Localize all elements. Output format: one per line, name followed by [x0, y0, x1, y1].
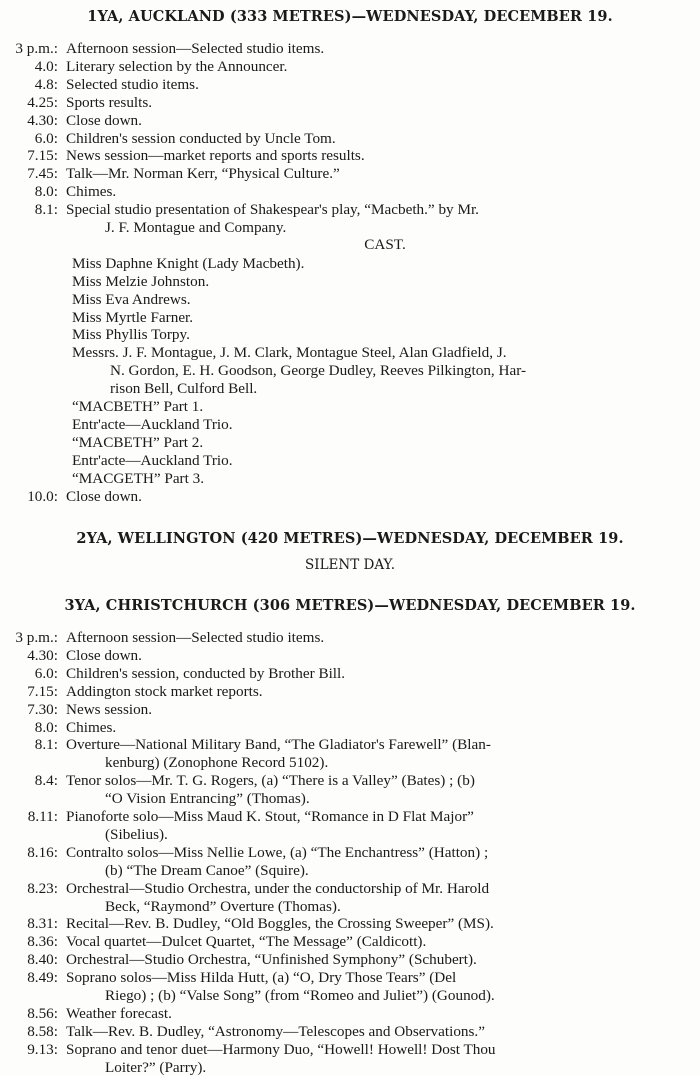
- schedule-text: Miss Phyllis Torpy.: [72, 326, 190, 344]
- schedule-time: 9.13:: [27, 1040, 58, 1058]
- schedule-text: Miss Myrtle Farner.: [72, 308, 194, 326]
- schedule-text: Orchestral—Studio Orchestra, “Unfinished Symphony” (Schubert).: [66, 951, 477, 969]
- schedule-text: Afternoon session—Selected studio items.: [66, 40, 325, 57]
- schedule-text: (b) “The Dream Canoe” (Squire).: [105, 861, 309, 879]
- schedule-text: “O Vision Entrancing” (Thomas).: [105, 790, 310, 808]
- schedule-text: Miss Daphne Knight (Lady Macbeth).: [72, 254, 305, 272]
- schedule-text: Close down.: [66, 646, 142, 664]
- schedule-time: 8.0:: [34, 183, 58, 201]
- schedule-text: News session.: [66, 700, 153, 718]
- schedule-time: 8.11:: [27, 808, 58, 825]
- schedule-text: News session—market reports and sports results.: [66, 147, 365, 165]
- schedule-time: 8.31:: [27, 915, 58, 933]
- schedule-time: 4.8:: [34, 75, 58, 93]
- schedule-text: Miss Melzie Johnston.: [72, 272, 210, 290]
- schedule-time: 8.49:: [27, 969, 58, 987]
- schedule-text: “MACGETH” Part 3.: [72, 469, 205, 487]
- schedule-text: Addington stock market reports.: [66, 682, 263, 700]
- schedule-text: Close down.: [66, 487, 142, 505]
- schedule-text: Literary selection by the Announcer.: [66, 57, 288, 75]
- schedule-text: Overture—National Military Band, “The Gladiator's Farewell” (Blan-: [66, 736, 491, 754]
- schedule-time: 3 p.m.:: [15, 629, 58, 646]
- schedule-text: Selected studio items.: [66, 75, 199, 93]
- schedule-time: 7.45:: [27, 165, 58, 183]
- schedule-text: kenburg) (Zonophone Record 5102).: [105, 754, 329, 772]
- schedule-time: 6.0:: [34, 664, 58, 682]
- schedule-text: Entr'acte—Auckland Trio.: [72, 451, 233, 469]
- schedule-text: Tenor solos—Mr. T. G. Rogers, (a) “There is a Valley” (Bates) ; (b): [66, 772, 475, 790]
- schedule-text: J. F. Montague and Company.: [105, 219, 287, 236]
- schedule-text: Pianoforte solo—Miss Maud K. Stout, “Romance in D Flat Major”: [66, 808, 474, 825]
- schedule-text: “MACBETH” Part 2.: [72, 433, 204, 451]
- schedule-text: N. Gordon, E. H. Goodson, George Dudley, Reeves Pilkington, Har-: [110, 362, 527, 380]
- schedule-time: 4.0:: [34, 57, 58, 75]
- schedule-time: 10.0:: [27, 487, 58, 505]
- schedule-text: Beck, “Raymond” Overture (Thomas).: [105, 897, 341, 915]
- silent-day-note: SILENT DAY.: [305, 557, 395, 573]
- schedule-time: 8.4:: [34, 772, 58, 790]
- section-heading-3ya: 3YA, CHRISTCHURCH (306 METRES)—WEDNESDAY, DECEMBER 19.: [64, 597, 636, 614]
- schedule-text: Messrs. J. F. Montague, J. M. Clark, Montague Steel, Alan Gladfield, J.: [72, 344, 507, 362]
- schedule-time: 8.0:: [34, 718, 58, 736]
- schedule-time: 8.56:: [27, 1004, 58, 1022]
- section-heading-1ya: 1YA, AUCKLAND (333 METRES)—WEDNESDAY, DECEMBER 19.: [87, 8, 613, 25]
- schedule-time: 4.30:: [27, 111, 58, 129]
- schedule-time: 8.36:: [27, 933, 58, 951]
- section-heading-2ya: 2YA, WELLINGTON (420 METRES)—WEDNESDAY, DECEMBER 19.: [76, 530, 624, 547]
- schedule-text: Talk—Rev. B. Dudley, “Astronomy—Telescopes and Observations.”: [66, 1022, 485, 1040]
- schedule-time: 8.40:: [27, 951, 58, 969]
- schedule-time: 8.1:: [34, 201, 58, 219]
- schedule-time: 3 p.m.:: [15, 40, 58, 57]
- schedule-time: 8.23:: [27, 879, 58, 897]
- schedule-text: Contralto solos—Miss Nellie Lowe, (a) “The Enchantress” (Hatton) ;: [66, 843, 489, 861]
- schedule-time: 7.15:: [27, 147, 58, 165]
- schedule-text: Entr'acte—Auckland Trio.: [72, 415, 233, 433]
- schedule-text: Soprano and tenor duet—Harmony Duo, “Howell! Howell! Dost Thou: [66, 1040, 496, 1058]
- schedule-text: (Sibelius).: [105, 825, 168, 843]
- schedule-text: Afternoon session—Selected studio items.: [66, 629, 325, 646]
- schedule-time: 8.58:: [27, 1022, 58, 1040]
- schedule-text: Chimes.: [66, 718, 117, 736]
- schedule-text: Recital—Rev. B. Dudley, “Old Boggles, the Crossing Sweeper” (MS).: [66, 915, 494, 933]
- schedule-text: Children's session conducted by Uncle Tom.: [66, 129, 336, 147]
- schedule-text: rison Bell, Culford Bell.: [110, 380, 258, 398]
- schedule-time: 7.15:: [27, 682, 58, 700]
- schedule-time: 4.30:: [27, 646, 58, 664]
- schedule-text: Loiter?” (Parry).: [105, 1058, 207, 1076]
- schedule-time: 4.25:: [27, 93, 58, 111]
- schedule-time: 8.16:: [27, 843, 58, 861]
- schedule-text: Soprano solos—Miss Hilda Hutt, (a) “O, Dry Those Tears” (Del: [66, 969, 457, 987]
- schedule-text: Sports results.: [66, 93, 153, 111]
- schedule-text: Children's session, conducted by Brother Bill.: [66, 664, 346, 682]
- schedule-text: Chimes.: [66, 183, 117, 201]
- cast-label: CAST.: [364, 235, 406, 253]
- schedule-time: 8.1:: [34, 736, 58, 754]
- schedule-text: “MACBETH” Part 1.: [72, 398, 204, 415]
- schedule-text: Miss Eva Andrews.: [72, 290, 191, 308]
- schedule-text: Special studio presentation of Shakespear's play, “Macbeth.” by Mr.: [66, 201, 479, 219]
- schedule-text: Riego) ; (b) “Valse Song” (from “Romeo and Juliet”) (Gounod).: [105, 987, 495, 1004]
- schedule-time: 7.30:: [27, 700, 58, 718]
- schedule-text: Orchestral—Studio Orchestra, under the conductorship of Mr. Harold: [66, 879, 490, 897]
- schedule-time: 6.0:: [34, 129, 58, 147]
- schedule-text: Close down.: [66, 111, 142, 129]
- schedule-text: Vocal quartet—Dulcet Quartet, “The Message” (Caldicott).: [66, 933, 427, 951]
- schedule-text: Talk—Mr. Norman Kerr, “Physical Culture.”: [66, 165, 340, 183]
- schedule-text: Weather forecast.: [66, 1004, 172, 1022]
